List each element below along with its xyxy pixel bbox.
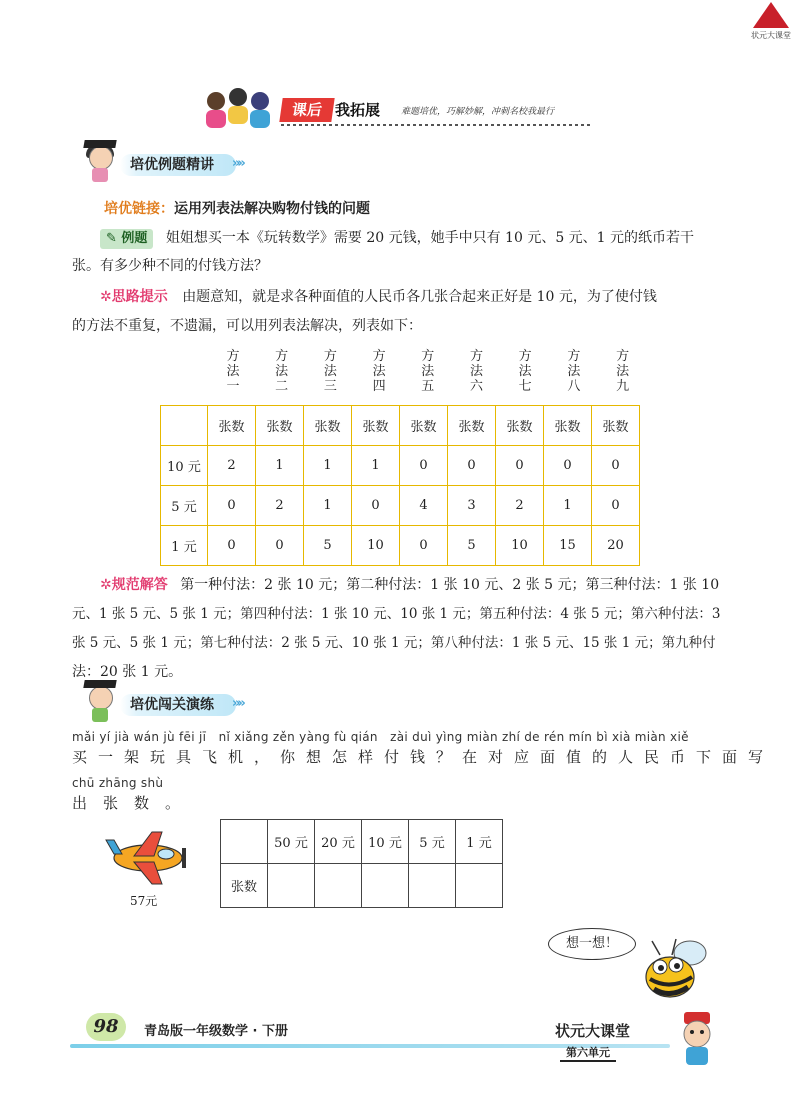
table-row (161, 446, 640, 486)
method-header-char: 法 (226, 364, 240, 379)
example-tag: ✎ 例题 (100, 229, 153, 249)
answer-cell[interactable] (362, 864, 409, 908)
table-header-cell: 张数 (496, 406, 544, 446)
method-header-char: 法 (421, 364, 435, 379)
method-header (613, 349, 633, 394)
method-header-char: 方 (372, 349, 386, 364)
answer-cell[interactable] (268, 864, 315, 908)
table-cell: 0 (592, 446, 640, 486)
method-header (467, 349, 487, 394)
link-text: 运用列表法解决购物付钱的问题 (174, 201, 370, 217)
table-cell: 10 (352, 526, 400, 566)
thought-bubble: 想一想！ (548, 928, 636, 960)
banner-tag-after-class: 课后 (279, 98, 334, 122)
table-cell: 0 (208, 526, 256, 566)
chevron-right-icon: »» (232, 156, 243, 171)
section-title: 培优例题精讲 (120, 154, 236, 176)
table-cell: 1 (352, 446, 400, 486)
table-header-cell: 张数 (256, 406, 304, 446)
method-header-char: 七 (518, 379, 532, 394)
table-corner-cell (221, 820, 268, 864)
table-cell: 0 (592, 486, 640, 526)
table-header-row (221, 820, 503, 864)
plane-price: 57元 (130, 894, 158, 908)
unit-label: 第六单元 (560, 1044, 616, 1062)
method-header-char: 四 (372, 379, 386, 394)
table-cell: 0 (544, 446, 592, 486)
answer-line3: 张 5 元、5 张 1 元；第七种付法：2 张 5 元、10 张 1 元；第八种付法：1 张 5 元、15 张 1 元；第九种付 (72, 635, 716, 651)
answer-line4: 法：20 张 1 元。 (72, 664, 183, 680)
table-cell: 2 (256, 486, 304, 526)
banner-subtitle: 难题培优，巧解妙解，冲刺名校我最行 (401, 107, 555, 117)
table-cell: 0 (448, 446, 496, 486)
method-header-char: 法 (567, 364, 581, 379)
method-header-char: 法 (323, 364, 337, 379)
table-header-cell: 50 元 (268, 820, 315, 864)
answer-line1: 第一种付法：2 张 10 元；第二种付法：1 张 10 元、2 张 5 元；第三种付法：1 张 10 (180, 577, 720, 593)
table-row (161, 486, 640, 526)
table-row (161, 526, 640, 566)
method-header-char: 法 (616, 364, 630, 379)
method-header-char: 三 (323, 379, 337, 394)
table-cell: 0 (352, 486, 400, 526)
table-header-cell: 张数 (304, 406, 352, 446)
mascot-icon (672, 1010, 722, 1070)
table-header-cell: 张数 (448, 406, 496, 446)
hint-line2: 的方法不重复，不遗漏，可以用列表法解决，列表如下： (72, 318, 422, 334)
example-line2: 张。有多少种不同的付钱方法？ (72, 258, 268, 274)
boy-character-icon (80, 678, 120, 722)
exercise-pinyin-line2: chū zhāng shù (72, 776, 164, 790)
exercise-text-line1: 买一架玩具飞机，你想怎样付钱？在对应面值的人民币下面写 (72, 748, 775, 766)
table-cell: 15 (544, 526, 592, 566)
method-header-char: 方 (421, 349, 435, 364)
method-header-char: 方 (567, 349, 581, 364)
method-header-char: 法 (275, 364, 289, 379)
table-cell: 0 (256, 526, 304, 566)
table-cell: 0 (208, 486, 256, 526)
banner-tag-expand: 我拓展 (335, 101, 381, 119)
method-header (515, 349, 535, 394)
answer-cell[interactable] (315, 864, 362, 908)
method-header-char: 方 (226, 349, 240, 364)
table-header-cell: 5 元 (409, 820, 456, 864)
table-header-row (161, 406, 640, 446)
method-header-char: 法 (518, 364, 532, 379)
girl-character-icon (80, 138, 120, 182)
method-header-char: 八 (567, 379, 581, 394)
table-cell: 1 (256, 446, 304, 486)
table-cell: 1 (304, 486, 352, 526)
exercise-text-line2: 出张数。 (72, 794, 197, 812)
example-line1: 姐姐想买一本《玩转数学》需要 20 元钱，她手中只有 10 元、5 元、1 元的纸币若干 (165, 230, 695, 246)
example-tag-label: 例题 (121, 231, 148, 246)
section-title: 培优闯关演练 (120, 694, 236, 716)
table-header-cell: 1 元 (456, 820, 503, 864)
method-header (223, 349, 243, 394)
page-number: 98 (86, 1013, 126, 1041)
table-cell: 10 (496, 526, 544, 566)
method-header-char: 法 (372, 364, 386, 379)
table-cell: 2 (208, 446, 256, 486)
table-cell: 0 (400, 446, 448, 486)
exercise-pinyin-line1: mǎi yí jià wán jù fēi jī nǐ xiǎng zěn yàng fù qián zài duì yìng miàn zhí de rén mín bì xià miàn xiě (72, 730, 689, 744)
footer-brand: 状元大课堂 (555, 1022, 631, 1040)
table-cell: 5 (304, 526, 352, 566)
table-header-cell: 张数 (400, 406, 448, 446)
brand-logo (745, 2, 797, 48)
method-header-char: 五 (421, 379, 435, 394)
row-label: 1 元 (161, 526, 208, 566)
table-corner-cell (161, 406, 208, 446)
book-title: 青岛版一年级数学 · 下册 (144, 1024, 288, 1039)
method-header (272, 349, 292, 394)
answer-label: ✲规范解答 (100, 577, 168, 593)
method-header-char: 方 (616, 349, 630, 364)
table-cell: 1 (304, 446, 352, 486)
method-header-char: 九 (616, 379, 630, 394)
answer-cell[interactable] (409, 864, 456, 908)
method-header (320, 349, 340, 394)
method-header-char: 方 (323, 349, 337, 364)
table-cell: 1 (544, 486, 592, 526)
method-header-char: 一 (226, 379, 240, 394)
answer-label-text: 规范解答 (111, 577, 168, 593)
row-label: 10 元 (161, 446, 208, 486)
answer-line2: 元、1 张 5 元、5 张 1 元；第四种付法：1 张 10 元、10 张 1 元；第五种付法：4 张 5 元；第六种付法：3 (72, 606, 721, 622)
table-cell: 5 (448, 526, 496, 566)
table-cell: 0 (400, 526, 448, 566)
hint-label-text: 思路提示 (111, 289, 168, 305)
link-label: 培优链接： (104, 201, 174, 217)
logo-text: 状元大课堂 (751, 31, 791, 40)
table-header-cell: 10 元 (362, 820, 409, 864)
method-header (418, 349, 438, 394)
example-problem (100, 225, 740, 251)
toy-airplane-icon (100, 826, 190, 890)
banner-divider (281, 124, 591, 126)
table-cell: 20 (592, 526, 640, 566)
chevron-right-icon: »» (232, 696, 243, 711)
method-header-char: 二 (275, 379, 289, 394)
hint-line1: 由题意知，就是求各种面值的人民币各几张合起来正好是 10 元，为了使付钱 (182, 289, 657, 305)
method-header-char: 方 (469, 349, 483, 364)
table-row (221, 864, 503, 908)
table-header-cell: 20 元 (315, 820, 362, 864)
table-header-cell: 张数 (352, 406, 400, 446)
training-link (104, 196, 370, 222)
payment-methods-table (160, 405, 640, 566)
table-header-cell: 张数 (208, 406, 256, 446)
method-header-char: 法 (469, 364, 483, 379)
method-header (369, 349, 389, 394)
solution-hint (100, 284, 750, 310)
section-header-practice (80, 690, 380, 720)
hint-label: ✲思路提示 (100, 289, 168, 305)
answer-cell[interactable] (456, 864, 503, 908)
method-header-char: 六 (469, 379, 483, 394)
answer-table (220, 819, 503, 908)
table-cell: 4 (400, 486, 448, 526)
table-cell: 3 (448, 486, 496, 526)
bee-icon (630, 935, 720, 1005)
section-banner (205, 88, 595, 130)
method-header-char: 方 (275, 349, 289, 364)
standard-answer (100, 572, 760, 598)
table-cell: 2 (496, 486, 544, 526)
row-label: 张数 (221, 864, 268, 908)
table-header-cell: 张数 (544, 406, 592, 446)
table-header-cell: 张数 (592, 406, 640, 446)
method-header (564, 349, 584, 394)
table-cell: 0 (496, 446, 544, 486)
kids-illustration-icon (205, 88, 273, 130)
row-label: 5 元 (161, 486, 208, 526)
section-header-examples (80, 150, 380, 180)
logo-icon (753, 2, 789, 28)
method-header-char: 方 (518, 349, 532, 364)
